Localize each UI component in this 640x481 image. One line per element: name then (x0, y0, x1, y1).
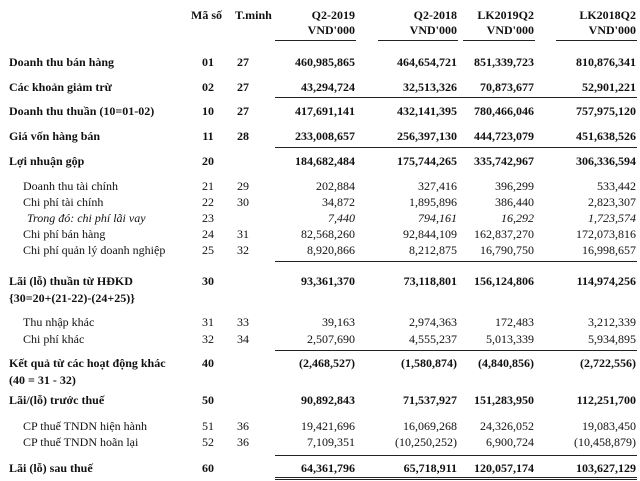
row-value-q2-2018: (10,250,252) (395, 435, 457, 449)
row-value-q2-2019: 7,440 (328, 211, 355, 225)
row-value-q2-2019: 90,892,843 (301, 393, 355, 407)
row-value-lk2019q2: (4,840,856) (478, 356, 534, 370)
row-note: 31 (237, 227, 249, 241)
header-rule (275, 40, 356, 41)
row-code: 50 (202, 393, 214, 407)
table-row-gia-von-hang-ban (0, 128, 640, 144)
row-label: Lãi/(lỗ) trước thuế (9, 393, 105, 407)
row-value-lk2018q2: 3,212,339 (588, 315, 636, 329)
row-value-lk2019q2: 16,790,750 (480, 243, 534, 257)
header-period: LK2018Q2 (579, 8, 636, 22)
row-value-q2-2019: 7,109,351 (307, 435, 355, 449)
row-value-lk2019q2: 335,742,967 (474, 154, 534, 168)
row-value-lk2019q2: 162,837,270 (474, 227, 534, 241)
row-value-q2-2019: 8,920,866 (307, 243, 355, 257)
row-value-q2-2019: 184,682,484 (295, 154, 355, 168)
row-note: 27 (237, 104, 249, 118)
row-value-lk2019q2: 16,292 (501, 211, 534, 225)
row-value-lk2018q2: 172,073,816 (576, 227, 636, 241)
row-value-lk2018q2: (2,722,556) (580, 356, 636, 370)
row-label: Chi phí khác (23, 332, 85, 346)
subtotal-rule (275, 350, 637, 351)
row-value-lk2019q2: 851,339,723 (474, 55, 534, 69)
row-label: CP thuế TNDN hoãn lại (23, 435, 139, 449)
table-row-thu-nhap-khac (0, 314, 640, 330)
row-value-lk2018q2: 112,251,700 (576, 393, 636, 407)
row-note: 29 (237, 179, 249, 193)
table-row-thue-hoan-lai (0, 434, 640, 450)
row-label: Chi phí tài chính (23, 195, 104, 209)
row-value-lk2018q2: 52,901,221 (582, 80, 636, 94)
row-value-q2-2019: 43,294,724 (301, 80, 355, 94)
header-ma-so: Mã số (191, 8, 222, 22)
row-value-q2-2018: 175,744,265 (397, 154, 457, 168)
table-row-loi-nhuan-gop (0, 153, 640, 169)
row-value-q2-2018: 2,974,363 (409, 315, 457, 329)
row-value-q2-2018: 794,161 (418, 211, 457, 225)
row-label: Lãi (lỗ) thuần từ HĐKD (9, 274, 133, 288)
table-row-doanh-thu-thuan (0, 103, 640, 119)
row-code: 51 (202, 419, 214, 433)
row-value-lk2018q2: 19,083,450 (582, 419, 636, 433)
total-rule (275, 477, 637, 478)
row-code: 30 (202, 274, 214, 288)
row-code: 23 (202, 211, 214, 225)
table-row-chi-phi-tai-chinh (0, 194, 640, 210)
row-label: Thu nhập khác (23, 315, 95, 329)
row-value-q2-2018: 4,555,237 (409, 332, 457, 346)
row-value-q2-2019: 19,421,696 (301, 419, 355, 433)
header-unit: VND'000 (307, 23, 355, 37)
table-row-chi-phi-lai-vay (0, 210, 640, 226)
header-rule (463, 40, 535, 41)
table-row-chi-phi-quan-ly (0, 242, 640, 258)
row-code: 02 (202, 80, 214, 94)
header-col-q2-2018 (410, 8, 457, 38)
row-value-q2-2018: 256,397,130 (397, 129, 457, 143)
row-value-q2-2019: 460,985,865 (295, 55, 355, 69)
row-value-q2-2019: (2,468,527) (299, 356, 355, 370)
table-row-lai-thuan-hdkd (0, 273, 640, 289)
row-formula: {30=20+(21-22)-(24+25)} (9, 291, 135, 305)
row-label: Các khoản giảm trừ (9, 80, 112, 94)
row-code: 25 (202, 243, 214, 257)
row-value-lk2019q2: 396,299 (495, 179, 534, 193)
header-col-lk2019q2 (477, 8, 534, 38)
row-value-q2-2019: 82,568,260 (301, 227, 355, 241)
row-code: 11 (202, 129, 214, 143)
row-value-lk2019q2: 151,283,950 (474, 393, 534, 407)
row-value-lk2019q2: 5,013,339 (486, 332, 534, 346)
row-formula: (40 = 31 - 32) (9, 373, 76, 387)
row-value-lk2018q2: 810,876,341 (576, 55, 636, 69)
row-code: 24 (202, 227, 214, 241)
row-value-q2-2018: 464,654,721 (397, 55, 457, 69)
row-value-lk2019q2: 780,466,046 (474, 104, 534, 118)
row-code: 31 (202, 315, 214, 329)
header-period: LK2019Q2 (477, 8, 534, 22)
row-value-q2-2018: 73,118,801 (403, 274, 457, 288)
subtotal-rule (275, 147, 637, 148)
table-row-chi-phi-khac (0, 331, 640, 347)
subtotal-rule (275, 97, 637, 98)
row-label: Giá vốn hàng bán (9, 129, 101, 143)
row-value-q2-2019: 93,361,370 (301, 274, 355, 288)
row-label: Doanh thu bán hàng (9, 55, 115, 69)
header-rule (556, 40, 637, 41)
row-value-q2-2018: 327,416 (418, 179, 457, 193)
row-value-lk2019q2: 24,326,052 (480, 419, 534, 433)
row-label: Trong đó: chi phí lãi vay (27, 211, 146, 225)
row-label: Kết quả từ các hoạt động khác (9, 356, 166, 370)
row-value-q2-2018: 32,513,326 (403, 80, 457, 94)
row-note: 28 (237, 129, 249, 143)
row-label: Lãi (lỗ) sau thuế (9, 461, 93, 475)
row-label: Doanh thu thuần (10=01-02) (9, 104, 155, 118)
row-value-q2-2019: 233,008,657 (295, 129, 355, 143)
table-row-cac-khoan-giam-tru (0, 79, 640, 95)
header-col-lk2018q2 (579, 8, 636, 38)
row-note: 36 (237, 435, 249, 449)
row-note: 27 (237, 55, 249, 69)
row-note: 34 (237, 332, 249, 346)
row-label: CP thuế TNDN hiện hành (23, 419, 147, 433)
row-value-lk2019q2: 386,440 (495, 195, 534, 209)
row-value-lk2018q2: 533,442 (597, 179, 636, 193)
row-value-lk2018q2: 1,723,574 (588, 211, 636, 225)
row-value-q2-2018: (1,580,874) (401, 356, 457, 370)
row-value-q2-2019: 39,163 (322, 315, 355, 329)
row-code: 32 (202, 332, 214, 346)
row-value-q2-2018: 92,844,109 (403, 227, 457, 241)
row-value-lk2018q2: 451,638,526 (576, 129, 636, 143)
row-code: 10 (202, 104, 214, 118)
table-row-doanh-thu-ban-hang (0, 54, 640, 70)
header-period: Q2-2019 (311, 8, 355, 22)
row-code: 22 (202, 195, 214, 209)
row-code: 20 (202, 154, 214, 168)
header-period: Q2-2018 (413, 8, 457, 22)
row-value-lk2019q2: 120,057,174 (474, 461, 534, 475)
row-code: 40 (202, 356, 214, 370)
row-value-lk2019q2: 6,900,724 (486, 435, 534, 449)
row-value-lk2018q2: 114,974,256 (576, 274, 636, 288)
row-note: 30 (237, 195, 249, 209)
table-row-chi-phi-ban-hang (0, 226, 640, 242)
row-value-lk2018q2: 16,998,657 (582, 243, 636, 257)
row-value-q2-2018: 432,141,395 (397, 104, 457, 118)
row-value-lk2018q2: 103,627,129 (576, 461, 636, 475)
row-label: Chi phí bán hàng (23, 227, 106, 241)
total-rule (275, 479, 637, 480)
row-value-lk2018q2: 306,336,594 (576, 154, 636, 168)
table-row-lai-truoc-thue (0, 392, 640, 408)
row-label: Doanh thu tài chính (23, 179, 118, 193)
row-value-q2-2018: 8,212,875 (409, 243, 457, 257)
subtotal-rule (275, 455, 637, 456)
row-code: 60 (202, 461, 214, 475)
row-value-q2-2019: 2,507,690 (307, 332, 355, 346)
row-value-lk2019q2: 156,124,806 (474, 274, 534, 288)
header-col-q2-2019 (308, 8, 355, 38)
row-value-lk2018q2: 757,975,120 (576, 104, 636, 118)
subtotal-rule (275, 261, 637, 262)
row-value-q2-2019: 64,361,796 (301, 461, 355, 475)
table-row-lai-sau-thue (0, 460, 640, 476)
header-rule (378, 40, 458, 41)
row-value-q2-2018: 1,895,896 (409, 195, 457, 209)
row-value-q2-2018: 16,069,268 (403, 419, 457, 433)
header-unit: VND'000 (588, 23, 636, 37)
header-t-minh: T.minh (235, 8, 272, 22)
header-unit: VND'000 (486, 23, 534, 37)
row-value-lk2019q2: 444,723,079 (474, 129, 534, 143)
row-value-lk2018q2: (10,458,879) (574, 435, 636, 449)
row-value-lk2018q2: 2,823,307 (588, 195, 636, 209)
table-row-doanh-thu-tai-chinh (0, 178, 640, 194)
row-code: 01 (202, 55, 214, 69)
row-value-q2-2018: 65,718,911 (403, 461, 457, 475)
row-note: 32 (237, 243, 249, 257)
row-label: Chi phí quản lý doanh nghiệp (23, 243, 166, 257)
table-row-ket-qua-hoat-dong-khac (0, 355, 640, 371)
row-value-q2-2018: 71,537,927 (403, 393, 457, 407)
row-note: 27 (237, 80, 249, 94)
row-value-lk2018q2: 5,934,895 (588, 332, 636, 346)
row-value-q2-2019: 417,691,141 (295, 104, 355, 118)
row-value-lk2019q2: 70,873,677 (480, 80, 534, 94)
row-value-lk2019q2: 172,483 (495, 315, 534, 329)
table-row-thue-hien-hanh (0, 418, 640, 434)
row-code: 21 (202, 179, 214, 193)
row-value-q2-2019: 202,884 (316, 179, 355, 193)
row-code: 52 (202, 435, 214, 449)
row-note: 36 (237, 419, 249, 433)
header-unit: VND'000 (409, 23, 457, 37)
row-note: 33 (237, 315, 249, 329)
row-value-q2-2019: 34,872 (322, 195, 355, 209)
row-label: Lợi nhuận gộp (9, 154, 85, 168)
